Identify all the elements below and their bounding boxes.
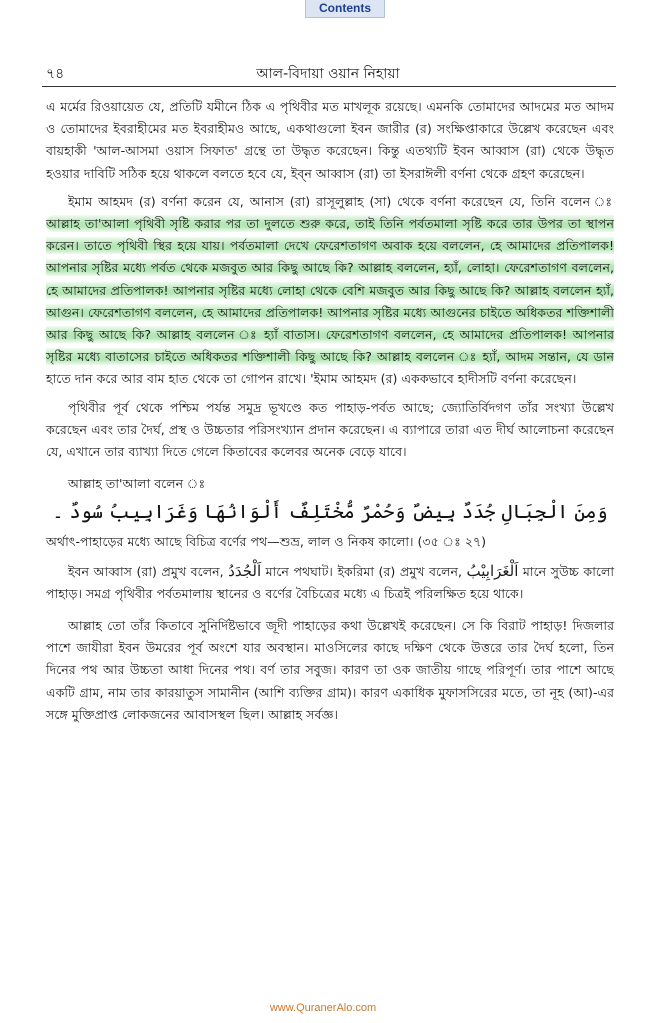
paragraph-5-part-c: মানে সুউচ্চ কালো পাহাড়। সমগ্র পৃথিবীর পর্বতমালায় স্থানের ও বর্ণের বৈচিত্রের মধ্যে এ চিত্রই পরিলক্ষিত হয়ে থাকে। [46,563,614,601]
book-title: আল-বিদায়া ওয়ান নিহায়া [256,66,400,82]
contents-button[interactable]: Contents [305,0,385,18]
paragraph-1: এ মর্মের রিওয়ায়েত যে, প্রতিটি যমীনে ঠিক এ পৃথিবীর মত মাখলূক রয়েছে। এমনকি তোমাদের আদমের মত আদম ও তোমাদের ইবরাহীমের মত ইবরাহীমও আছে, একথাগুলো ইবন জারীর (র) সংক্ষিপ্তাকারে উল্লেখ করেছেন এবং বায়হাকী 'আল-আসমা ওয়াস সিফাত' গ্রন্থে তা উদ্ধৃত করেছেন। কিন্তু এতথ্যটি ইবন আব্বাস (রা) থেকে উদ্ধৃত হওয়ার দাবিটি সঠিক হয়ে থাকলে বলতে হবে যে, ইব্ন আব্বাস (রা) তা ইসরাঈলী বর্ণনা থেকে গ্রহণ করেছেন। [46,99,614,181]
paragraph-6: আল্লাহ তো তাঁর কিতাবে সুনির্দিষ্টভাবে জূদী পাহাড়ের কথা উল্লেখই করেছেন। সে কি বিরাট পাহাড়! দিজলার পাশে জাযীরা ইবন উমরের পূর্ব অংশে যার অবস্থান। মাওসিলের কাছে দক্ষিণ থেকে উত্তরে তার দৈর্ঘ হলো, তিন দিনের পথ আর উচ্চতা আধা দিনের পথ। বর্ণ তার সবুজ। কারণ তা ওক জাতীয় গাছে পরিপূর্ণ। তার পাশে আছে একটি গ্রাম, নাম তার কারয়াতুস সামানীন (আশি ব্যক্তির গ্রাম)। কারণ একাধিক মুফাসসিরের মতে, তা নূহ (আ)-এর সঙ্গে মুক্তিপ্রাপ্ত লোকজনের আবাসস্থল ছিল। আল্লাহ সর্বজ্ঞ। [46,618,614,722]
page-number: ৭৪ [46,66,65,82]
paragraph-2-tail: হাতে দান করে আর বাম হাত থেকে তা গোপন রাখে। 'ইমাম আহমদ (র) এককভাবে হাদীসটি বর্ণনা করেছেন। [46,371,577,387]
paragraph-5-part-b: মানে পথঘাট। ইকরিমা (র) প্রমুখ বলেন, [261,563,467,579]
highlighted-hadith: আল্লাহ তা'আলা পৃথিবী সৃষ্টি করার পর তা দুলতে শুরু করে, তাই তিনি পর্বতমালা সৃষ্টি করে তার উপর তা স্থাপন করেন। তাতে পৃথিবী স্থির হয়ে যায়। পর্বতমালা দেখে ফেরেশতাগণ অবাক হয়ে বললেন, হে আমাদের প্রতিপালক! আপনার সৃষ্টির মধ্যে পর্বত থেকে মজবুত আর কিছু আছে কি? আল্লাহ বললেন, হ্যাঁ, লোহা। ফেরেশতাগণ বললেন, হে আমাদের প্রতিপালক! আপনার সৃষ্টির মধ্যে লোহা থেকে বেশি মজবুত আর কিছু আছে কি? আল্লাহ বললেন হ্যাঁ, আগুন। ফেরেশতাগণ বললেন, হে আমাদের প্রতিপালক! আপনার সৃষ্টির মধ্যে আগুনের চাইতে অধিকতর শক্তিশালী আর কিছু আছে কি? আল্লাহ বললেন ঃ হ্যাঁ বাতাস। ফেরেশতাগণ বললেন, হে আমাদের প্রতিপালক! আপনার সৃষ্টির মধ্যে বাতাসের চাইতে অধিকতর শক্তিশালী কিছু আছে কি? আল্লাহ বললেন ঃ হ্যাঁ, আদম সন্তান, যে ডান [46,216,614,365]
page-header [40,62,616,82]
arabic-word-gharabib: اَلْغَرَابِيْبُ [466,561,519,580]
page-body [46,96,614,726]
header-rule [42,86,616,87]
footer-website[interactable]: www.QuranerAlo.com [269,1002,377,1014]
paragraph-5-part-a: ইবন আব্বাস (রা) প্রমুখ বলেন, [68,563,229,579]
arabic-word-judad: اَلْجُدَدُ [228,561,262,580]
paragraph-5 [46,560,614,605]
paragraph-3: পৃথিবীর পূর্ব থেকে পশ্চিম পর্যন্ত সমুদ্র ভূখণ্ডে কত পাহাড়-পর্বত আছে; জ্যোতির্বিদগণ তাঁর সংখ্যা উল্লেখ করেছেন এবং তার দৈর্ঘ, প্রস্থ ও উচ্চতার পরিসংখ্যান প্রদান করেছেন। এ ব্যাপারে তারা এত দীর্ঘ আলোচনা করেছেন যে, এখানে তার ব্যাখ্যা দিতে গেলে কিতাবের কলেবর অনেক বেড়ে যাবে। [46,399,614,460]
paragraph-2-lead: ইমাম আহমদ (র) বর্ণনা করেন যে, আনাস (রা) রাসূলুল্লাহ (সা) থেকে বর্ণনা করেছেন যে, তিনি বলেন ঃ [68,193,614,209]
quran-verse-arabic: وَمِنَ الْجِبَالِ جُدَدٌ بِيضٌ وَحُمْرٌ مُّخْتَلِفٌ أَلْوَانُهَا وَغَرَابِيبُ سُودٌ ۔ [52,501,608,524]
quran-intro: আল্লাহ তা'আলা বলেন ঃ [68,476,206,492]
quran-verse-translation: অর্থাৎ-পাহাড়ের মধ্যে আছে বিচিত্র বর্ণের পথ—শুভ্র, লাল ও নিকষ কালো। (৩৫ ঃ ২৭) [46,534,487,550]
paragraph-2 [46,191,614,391]
